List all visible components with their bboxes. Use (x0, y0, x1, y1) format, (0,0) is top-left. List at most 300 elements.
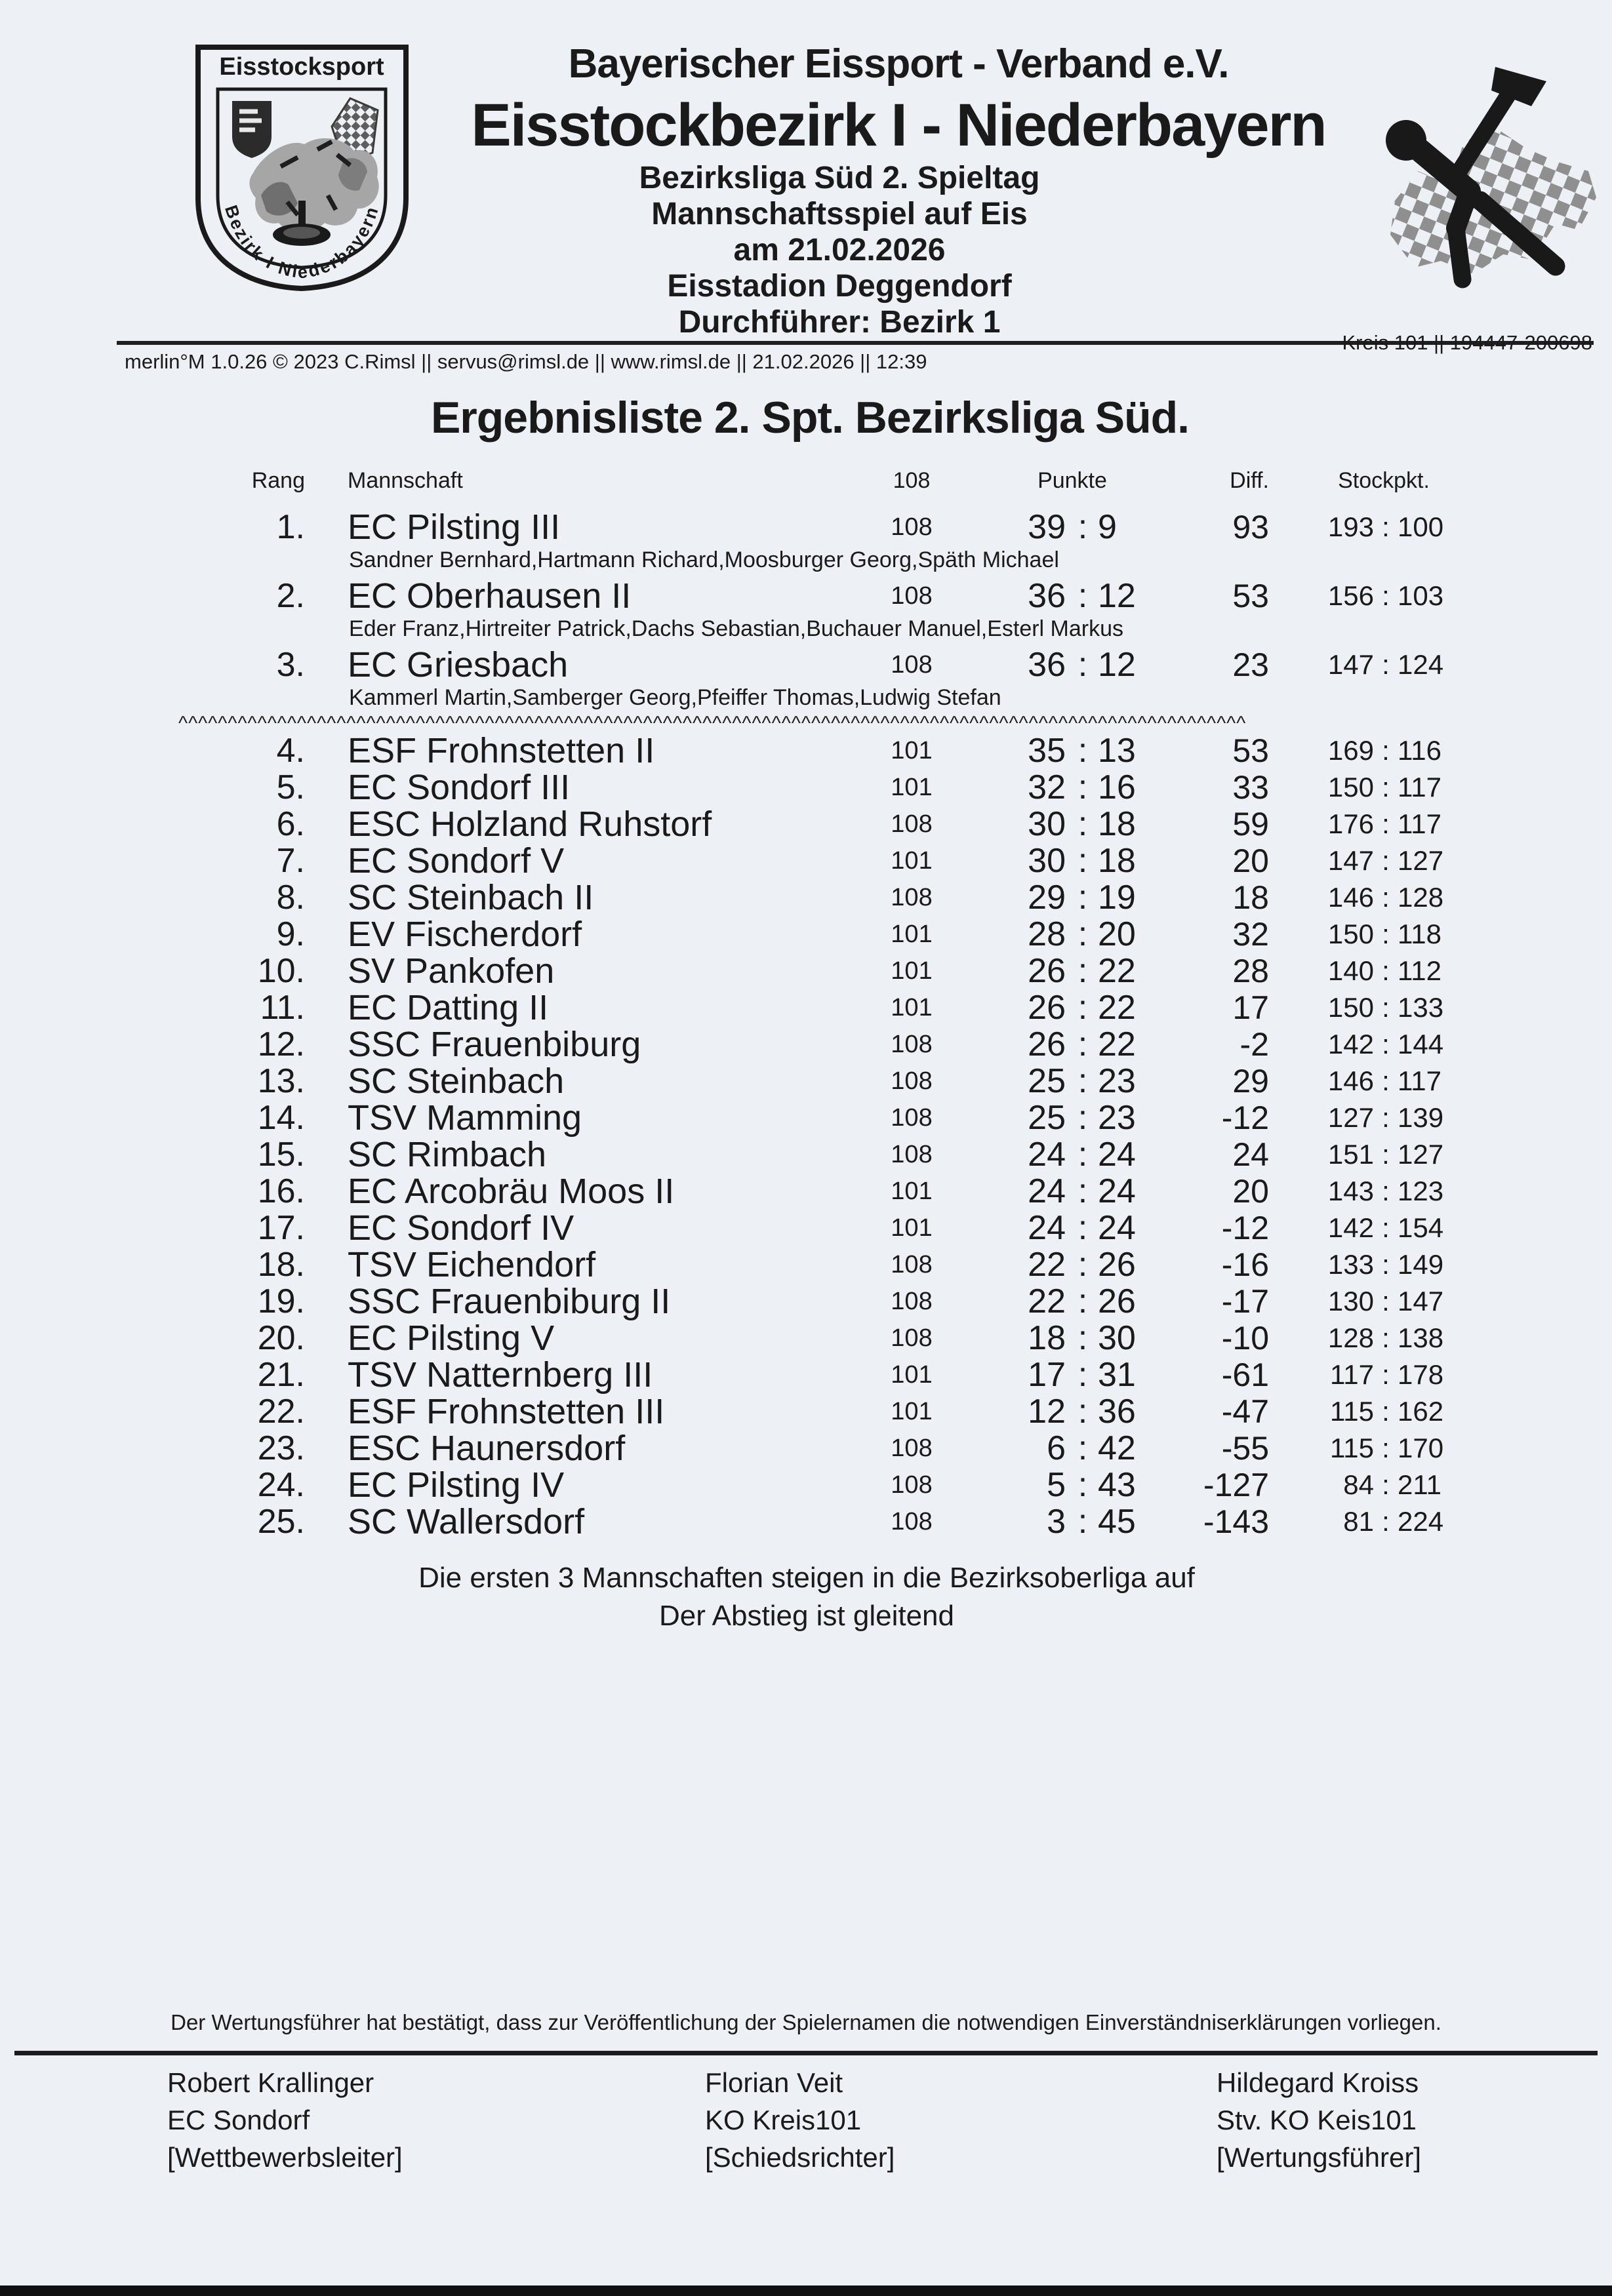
points-guest-cell: 20 (1098, 915, 1136, 953)
team-cell: EC Pilsting IV (348, 1465, 565, 1505)
table-row (0, 1320, 1612, 1356)
points-home-cell: 35 (1028, 732, 1066, 770)
diff-cell: 20 (1232, 1173, 1269, 1210)
rank-cell: 7. (276, 842, 305, 880)
stock-guest-cell: 138 (1398, 1322, 1444, 1353)
stock-home-cell: 115 (1330, 1396, 1374, 1427)
points-home-cell: 32 (1028, 768, 1066, 806)
table-row (0, 1393, 1612, 1430)
diff-cell: -47 (1221, 1393, 1269, 1430)
signer-name: Robert Krallinger (167, 2067, 374, 2098)
table-header-row (0, 459, 1612, 509)
stock-guest-cell: 170 (1398, 1433, 1444, 1463)
stock-colon: : (1382, 1322, 1390, 1353)
points-home-cell: 30 (1028, 842, 1066, 880)
results-rows (0, 509, 1612, 1540)
diff-cell: -61 (1221, 1356, 1269, 1393)
total-games-cell: 108 (891, 1031, 933, 1058)
team-cell: EC Pilsting V (348, 1318, 555, 1358)
points-colon: : (1078, 1319, 1088, 1357)
table-row (0, 1210, 1612, 1246)
rank-cell: 9. (276, 915, 305, 953)
desv-shield-icon (232, 101, 272, 158)
total-games-cell: 108 (891, 884, 933, 911)
stock-home-cell: 142 (1327, 1212, 1374, 1243)
rank-cell: 8. (276, 879, 305, 917)
stock-guest-cell: 149 (1398, 1249, 1444, 1280)
points-guest-cell: 36 (1098, 1393, 1136, 1431)
total-games-cell: 108 (891, 1067, 933, 1095)
total-games-cell: 108 (891, 810, 933, 838)
total-games-cell: 108 (891, 1251, 933, 1278)
points-colon: : (1078, 1393, 1088, 1431)
points-home-cell: 25 (1028, 1062, 1066, 1100)
promotion-notes (0, 1559, 1612, 1635)
team-cell: SSC Frauenbiburg (348, 1025, 641, 1064)
section-separator-zigzag: ^^^^^^^^^^^^^^^^^^^^^^^^^^^^^^^^^^^^^^^^^^^^^^^^^^^^^^^^^^^^^^^^^^^^^^^^^^^^^^^^^^^^^^^^^^^^^^^^^^^^^^^^^^^^ (178, 715, 1247, 732)
total-games-cell: 108 (891, 1435, 933, 1462)
stock-home-cell: 146 (1327, 882, 1374, 913)
stock-colon: : (1382, 919, 1390, 949)
points-colon: : (1078, 842, 1088, 880)
points-colon: : (1078, 646, 1088, 684)
diff-cell: -127 (1203, 1467, 1269, 1503)
points-guest-cell: 19 (1098, 879, 1136, 917)
diff-cell: 24 (1232, 1136, 1269, 1173)
points-colon: : (1078, 1025, 1088, 1063)
team-cell: TSV Eichendorf (348, 1245, 596, 1284)
relegation-note: Der Abstieg ist gleitend (658, 1600, 955, 1632)
points-guest-cell: 45 (1098, 1503, 1136, 1541)
points-guest-cell: 23 (1098, 1099, 1136, 1137)
total-games-cell: 101 (891, 847, 933, 875)
table-row (0, 1283, 1612, 1320)
points-colon: : (1078, 879, 1088, 917)
stock-guest-cell: 123 (1398, 1176, 1444, 1206)
signer-org: Stv. KO Keis101 (1217, 2105, 1417, 2135)
competition-line: Bezirksliga Süd 2. Spieltag (639, 161, 1040, 195)
stock-home-cell: 156 (1327, 580, 1374, 611)
stock-colon: : (1382, 511, 1390, 542)
stock-colon: : (1382, 1065, 1390, 1096)
header-points: Punkte (1038, 468, 1107, 493)
stock-guest-cell: 224 (1398, 1506, 1444, 1537)
event-line: Mannschaftsspiel auf Eis (651, 197, 1028, 231)
team-cell: EC Sondorf III (348, 768, 571, 807)
table-row (0, 1246, 1612, 1283)
stock-colon: : (1382, 1029, 1390, 1059)
points-home-cell: 17 (1028, 1356, 1066, 1394)
stock-home-cell: 176 (1327, 808, 1374, 839)
points-home-cell: 12 (1028, 1393, 1066, 1431)
rank-cell: 2. (276, 577, 305, 615)
rank-cell: 10. (257, 952, 305, 990)
players-row: Eder Franz,Hirtreiter Patrick,Dachs Sebastian,Buchauer Manuel,Esterl Markus (349, 616, 1124, 641)
team-cell: EC Sondorf IV (348, 1208, 574, 1248)
signer-role: [Wettbewerbsleiter] (167, 2142, 403, 2173)
stock-home-cell: 84 (1343, 1469, 1374, 1500)
document-header (354, 39, 1443, 161)
stock-colon: : (1382, 955, 1390, 986)
total-games-cell: 101 (891, 994, 933, 1021)
stock-home-cell: 81 (1343, 1506, 1374, 1537)
header-team: Mannschaft (348, 468, 463, 493)
diff-cell: -2 (1239, 1026, 1269, 1063)
team-cell: SC Rimbach (348, 1135, 547, 1174)
stock-guest-cell: 116 (1398, 735, 1441, 766)
table-row (0, 879, 1612, 916)
points-guest-cell: 16 (1098, 768, 1136, 806)
points-colon: : (1078, 1466, 1088, 1504)
points-home-cell: 18 (1028, 1319, 1066, 1357)
results-table (0, 459, 1612, 1540)
points-guest-cell: 43 (1098, 1466, 1136, 1504)
points-home-cell: 36 (1028, 646, 1066, 684)
points-colon: : (1078, 952, 1088, 990)
header-total: 108 (893, 468, 931, 493)
table-row (0, 509, 1612, 545)
signer-org: EC Sondorf (167, 2105, 310, 2135)
diff-cell: 53 (1232, 732, 1269, 769)
stock-home-cell: 146 (1327, 1065, 1374, 1096)
rank-cell: 19. (257, 1282, 305, 1320)
rank-cell: 23. (257, 1429, 305, 1467)
stock-guest-cell: 162 (1398, 1396, 1444, 1427)
organizer-line: Durchführer: Bezirk 1 (678, 305, 1001, 340)
rank-cell: 12. (257, 1025, 305, 1063)
points-colon: : (1078, 1172, 1088, 1210)
table-row (0, 1173, 1612, 1210)
diff-cell: 33 (1232, 769, 1269, 806)
header-stockpoints: Stockpkt. (1338, 468, 1430, 493)
points-home-cell: 3 (1047, 1503, 1066, 1541)
rank-cell: 22. (257, 1393, 305, 1431)
diff-cell: -12 (1221, 1210, 1269, 1246)
signer-wertungsfuehrer (1217, 2064, 1421, 2176)
stock-home-cell: 151 (1327, 1139, 1374, 1170)
stock-colon: : (1382, 1102, 1390, 1133)
total-games-cell: 108 (891, 1104, 933, 1132)
stock-guest-cell: 127 (1398, 1139, 1444, 1170)
points-colon: : (1078, 1356, 1088, 1394)
points-colon: : (1078, 989, 1088, 1027)
stock-guest-cell: 117 (1398, 772, 1441, 802)
points-guest-cell: 42 (1098, 1429, 1136, 1467)
rank-cell: 16. (257, 1172, 305, 1210)
points-guest-cell: 22 (1098, 1025, 1136, 1063)
points-colon: : (1078, 508, 1088, 546)
points-home-cell: 22 (1028, 1282, 1066, 1320)
points-guest-cell: 30 (1098, 1319, 1136, 1357)
team-cell: EC Oberhausen II (348, 576, 632, 616)
rank-cell: 15. (257, 1136, 305, 1174)
points-home-cell: 36 (1028, 577, 1066, 615)
team-cell: EC Arcobräu Moos II (348, 1172, 675, 1211)
stock-home-cell: 133 (1327, 1249, 1374, 1280)
header-diff: Diff. (1230, 468, 1269, 493)
points-home-cell: 24 (1028, 1209, 1066, 1247)
stock-colon: : (1382, 1176, 1390, 1206)
points-colon: : (1078, 1429, 1088, 1467)
signer-wettbewerbsleiter (167, 2064, 403, 2176)
stock-home-cell: 143 (1327, 1176, 1374, 1206)
team-cell: EC Datting II (348, 988, 549, 1027)
diff-cell: -55 (1221, 1430, 1269, 1467)
points-guest-cell: 24 (1098, 1172, 1136, 1210)
points-home-cell: 24 (1028, 1136, 1066, 1174)
rank-cell: 18. (257, 1246, 305, 1284)
points-guest-cell: 31 (1098, 1356, 1136, 1394)
bavaria-eisstock-pictogram (1359, 63, 1608, 300)
stock-home-cell: 142 (1327, 1029, 1374, 1059)
stock-guest-cell: 133 (1398, 992, 1444, 1023)
stock-guest-cell: 118 (1398, 919, 1441, 949)
rank-cell: 21. (257, 1356, 305, 1394)
points-colon: : (1078, 768, 1088, 806)
diff-cell: -143 (1203, 1503, 1269, 1540)
venue-line: Eisstadion Deggendorf (667, 269, 1012, 304)
stock-home-cell: 150 (1327, 919, 1374, 949)
signer-role: [Schiedsrichter] (705, 2142, 895, 2173)
stock-guest-cell: 103 (1398, 580, 1444, 611)
rank-cell: 13. (257, 1062, 305, 1100)
team-cell: SC Wallersdorf (348, 1502, 585, 1541)
total-games-cell: 108 (891, 651, 933, 679)
stock-guest-cell: 154 (1398, 1212, 1444, 1243)
points-home-cell: 26 (1028, 989, 1066, 1027)
total-games-cell: 101 (891, 774, 933, 801)
stock-guest-cell: 100 (1398, 511, 1444, 542)
total-games-cell: 101 (891, 737, 933, 764)
points-colon: : (1078, 1099, 1088, 1137)
total-games-cell: 108 (891, 1471, 933, 1499)
stock-colon: : (1382, 1469, 1390, 1500)
points-home-cell: 28 (1028, 915, 1066, 953)
rank-cell: 25. (257, 1503, 305, 1541)
table-row (0, 769, 1612, 806)
points-colon: : (1078, 1503, 1088, 1541)
signer-role: [Wertungsführer] (1217, 2142, 1422, 2173)
diff-cell: 29 (1232, 1063, 1269, 1099)
points-home-cell: 24 (1028, 1172, 1066, 1210)
stock-home-cell: 140 (1327, 955, 1374, 986)
table-row (0, 1136, 1612, 1173)
team-cell: ESC Haunersdorf (348, 1429, 626, 1468)
signer-name: Florian Veit (705, 2067, 843, 2098)
table-row (0, 1467, 1612, 1503)
points-home-cell: 22 (1028, 1246, 1066, 1284)
points-guest-cell: 26 (1098, 1246, 1136, 1284)
stock-home-cell: 169 (1327, 735, 1374, 766)
points-home-cell: 5 (1047, 1466, 1066, 1504)
stock-home-cell: 115 (1330, 1433, 1374, 1463)
stock-colon: : (1382, 845, 1390, 876)
stock-colon: : (1382, 1506, 1390, 1537)
team-cell: EC Sondorf V (348, 841, 565, 881)
points-home-cell: 6 (1047, 1429, 1066, 1467)
team-cell: SC Steinbach (348, 1061, 565, 1101)
stock-colon: : (1382, 735, 1390, 766)
stock-colon: : (1382, 992, 1390, 1023)
diff-cell: -12 (1221, 1099, 1269, 1136)
points-colon: : (1078, 805, 1088, 843)
promotion-note: Die ersten 3 Mannschaften steigen in die Bezirksoberliga auf (418, 1562, 1195, 1594)
diff-cell: -16 (1221, 1246, 1269, 1283)
points-guest-cell: 13 (1098, 732, 1136, 770)
event-details (367, 160, 1312, 340)
total-games-cell: 108 (891, 1141, 933, 1168)
stock-guest-cell: 211 (1398, 1469, 1441, 1500)
diff-cell: 18 (1232, 879, 1269, 916)
stock-colon: : (1382, 882, 1390, 913)
points-guest-cell: 24 (1098, 1209, 1136, 1247)
diff-cell: 93 (1232, 509, 1269, 545)
table-row (0, 646, 1612, 683)
rank-cell: 20. (257, 1319, 305, 1357)
stock-guest-cell: 112 (1398, 955, 1441, 986)
signature-divider (14, 2051, 1598, 2055)
team-cell: TSV Natternberg III (348, 1355, 653, 1395)
org-name: Bayerischer Eissport - Verband e.V. (568, 41, 1229, 87)
points-home-cell: 29 (1028, 879, 1066, 917)
players-row: Sandner Bernhard,Hartmann Richard,Moosburger Georg,Späth Michael (349, 547, 1059, 572)
stock-guest-cell: 178 (1398, 1359, 1444, 1390)
team-cell: SC Steinbach II (348, 878, 594, 917)
scan-edge-bar (0, 2286, 1612, 2296)
points-guest-cell: 26 (1098, 1282, 1136, 1320)
stock-colon: : (1382, 1359, 1390, 1390)
stock-home-cell: 150 (1327, 772, 1374, 802)
points-home-cell: 26 (1028, 952, 1066, 990)
table-row (0, 989, 1612, 1026)
table-row (0, 1099, 1612, 1136)
rank-cell: 14. (257, 1099, 305, 1137)
points-colon: : (1078, 1209, 1088, 1247)
table-row (0, 806, 1612, 842)
diff-cell: -17 (1221, 1283, 1269, 1320)
privacy-confirmation: Der Wertungsführer hat bestätigt, dass zur Veröffentlichung der Spielernamen die notwendigen Einverständniserklärungen vorliegen. (171, 2010, 1441, 2034)
stock-colon: : (1382, 649, 1390, 680)
points-colon: : (1078, 1062, 1088, 1100)
team-cell: TSV Mamming (348, 1098, 582, 1138)
table-row (0, 916, 1612, 953)
stock-home-cell: 147 (1327, 649, 1374, 680)
table-row (0, 732, 1612, 769)
kreis-info: Kreis 101 || 194447-200698 (1342, 331, 1592, 354)
stock-guest-cell: 124 (1398, 649, 1444, 680)
stock-colon: : (1382, 1286, 1390, 1316)
total-games-cell: 108 (891, 1508, 933, 1535)
table-row (0, 1430, 1612, 1467)
points-colon: : (1078, 1136, 1088, 1174)
diff-cell: 20 (1232, 842, 1269, 879)
diff-cell: 28 (1232, 953, 1269, 989)
stock-guest-cell: 117 (1398, 1065, 1441, 1096)
points-colon: : (1078, 732, 1088, 770)
badge-title: Eisstocksport (219, 53, 384, 81)
rank-cell: 17. (257, 1209, 305, 1247)
stock-home-cell: 117 (1330, 1359, 1374, 1390)
generator-info: merlin°M 1.0.26 © 2023 C.Rimsl || servus@rimsl.de || www.rimsl.de || 21.02.2026 || 12:39 (125, 350, 927, 373)
rank-cell: 4. (276, 732, 305, 770)
diff-cell: -10 (1221, 1320, 1269, 1356)
total-games-cell: 101 (891, 1214, 933, 1242)
signer-schiedsrichter (705, 2064, 895, 2176)
page-title: Ergebnisliste 2. Spt. Bezirksliga Süd. (430, 393, 1190, 443)
stock-guest-cell: 128 (1398, 882, 1444, 913)
stock-home-cell: 127 (1327, 1102, 1374, 1133)
diff-cell: 17 (1232, 989, 1269, 1026)
stock-guest-cell: 139 (1398, 1102, 1444, 1133)
stock-home-cell: 147 (1327, 845, 1374, 876)
points-home-cell: 39 (1028, 508, 1066, 546)
table-row (0, 1356, 1612, 1393)
rank-cell: 3. (276, 646, 305, 684)
points-guest-cell: 9 (1098, 508, 1117, 546)
stock-colon: : (1382, 1249, 1390, 1280)
stock-guest-cell: 144 (1398, 1029, 1444, 1059)
total-games-cell: 101 (891, 1178, 933, 1205)
rank-cell: 6. (276, 805, 305, 843)
points-colon: : (1078, 1246, 1088, 1284)
rank-cell: 24. (257, 1466, 305, 1504)
date-line: am 21.02.2026 (733, 233, 946, 267)
team-cell: ESC Holzland Ruhstorf (348, 804, 712, 844)
district-name: Eisstockbezirk I - Niederbayern (471, 92, 1326, 159)
rank-cell: 11. (260, 989, 305, 1027)
points-guest-cell: 22 (1098, 952, 1136, 990)
team-cell: ESF Frohnstetten III (348, 1392, 665, 1431)
points-colon: : (1078, 915, 1088, 953)
total-games-cell: 108 (891, 1324, 933, 1352)
diff-cell: 53 (1232, 578, 1269, 614)
stock-colon: : (1382, 580, 1390, 611)
badge-arc-text: Bezirk-I Niederbayern (220, 203, 383, 283)
total-games-cell: 108 (891, 513, 933, 541)
team-cell: EC Griesbach (348, 645, 569, 684)
table-row (0, 1026, 1612, 1063)
stock-colon: : (1382, 772, 1390, 802)
total-games-cell: 101 (891, 920, 933, 948)
stock-colon: : (1382, 1433, 1390, 1463)
points-guest-cell: 23 (1098, 1062, 1136, 1100)
points-home-cell: 25 (1028, 1099, 1066, 1137)
table-row (0, 1503, 1612, 1540)
stock-guest-cell: 117 (1398, 808, 1441, 839)
rank-cell: 5. (276, 768, 305, 806)
team-cell: SSC Frauenbiburg II (348, 1282, 671, 1321)
points-guest-cell: 12 (1098, 646, 1136, 684)
signer-name: Hildegard Kroiss (1217, 2067, 1419, 2098)
stock-colon: : (1382, 1212, 1390, 1243)
total-games-cell: 101 (891, 1398, 933, 1425)
points-colon: : (1078, 577, 1088, 615)
points-home-cell: 26 (1028, 1025, 1066, 1063)
team-cell: SV Pankofen (348, 951, 555, 991)
stock-colon: : (1382, 1139, 1390, 1170)
diff-cell: 59 (1232, 806, 1269, 842)
team-cell: ESF Frohnstetten II (348, 731, 655, 770)
points-guest-cell: 22 (1098, 989, 1136, 1027)
players-row: Kammerl Martin,Samberger Georg,Pfeiffer Thomas,Ludwig Stefan (349, 685, 1001, 710)
table-row (0, 1063, 1612, 1099)
stock-guest-cell: 147 (1398, 1286, 1444, 1316)
stock-colon: : (1382, 808, 1390, 839)
points-guest-cell: 18 (1098, 805, 1136, 843)
points-guest-cell: 18 (1098, 842, 1136, 880)
total-games-cell: 101 (891, 1361, 933, 1389)
rank-cell: 1. (276, 508, 305, 546)
